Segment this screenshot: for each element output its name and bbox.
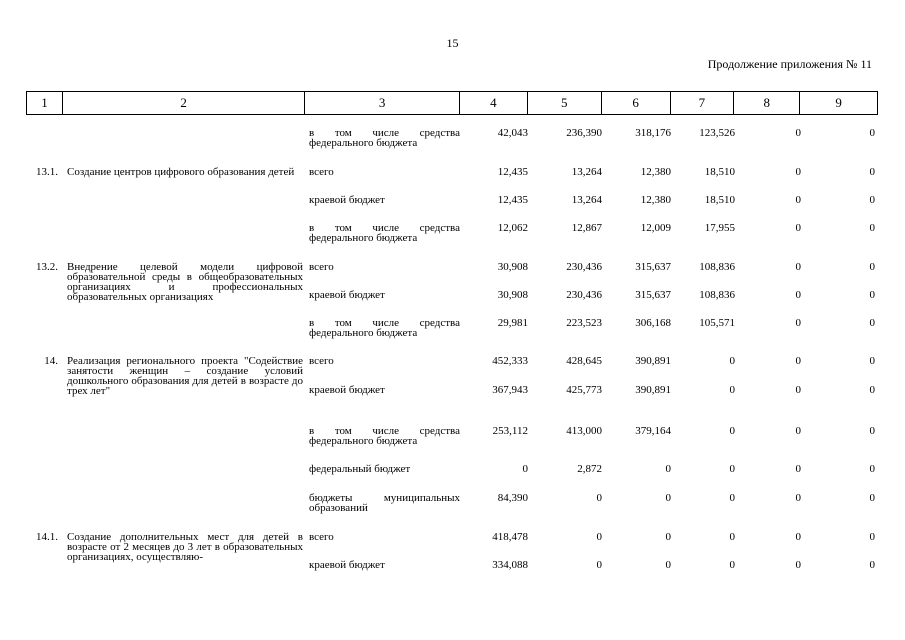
cell-col-7: 17,955 — [704, 222, 735, 234]
cell-col-4: 452,333 — [492, 355, 528, 367]
cell-col-9: 0 — [869, 194, 875, 206]
continuation-label: Продолжение приложения № 11 — [707, 57, 872, 71]
header-col-8: 8 — [734, 92, 800, 114]
cell-col-6: 0 — [665, 492, 671, 504]
cell-col-5: 0 — [596, 559, 602, 571]
cell-col-5: 2,872 — [577, 463, 602, 475]
cell-col-5: 425,773 — [566, 384, 602, 396]
page-number: 15 — [446, 36, 459, 50]
cell-col-4: 12,435 — [497, 194, 528, 206]
row-name: Внедрение целевой модели цифровой образовательной среды в общеобразовательных организациях и профессиональных образовательных организациях — [67, 261, 303, 303]
header-col-5: 5 — [528, 92, 602, 114]
cell-col-6: 306,168 — [635, 317, 671, 329]
table-header — [26, 91, 878, 115]
cell-col-6: 0 — [665, 559, 671, 571]
cell-col-5: 236,390 — [566, 127, 602, 139]
cell-col-4: 253,112 — [492, 425, 528, 437]
row-source: краевой бюджет — [309, 194, 385, 206]
cell-col-7: 18,510 — [704, 194, 735, 206]
cell-col-4: 334,088 — [492, 559, 528, 571]
cell-col-7: 105,571 — [699, 317, 735, 329]
cell-col-8: 0 — [795, 559, 801, 571]
header-col-1: 1 — [27, 92, 63, 114]
cell-col-5: 230,436 — [566, 289, 602, 301]
cell-col-7: 0 — [729, 531, 735, 543]
cell-col-7: 0 — [729, 559, 735, 571]
row-source: в том числе средства федерального бюджета — [309, 317, 460, 339]
cell-col-5: 230,436 — [566, 261, 602, 273]
cell-col-6: 315,637 — [635, 289, 671, 301]
cell-col-4: 12,062 — [497, 222, 528, 234]
cell-col-7: 108,836 — [699, 261, 735, 273]
cell-col-8: 0 — [795, 166, 801, 178]
cell-col-9: 0 — [869, 166, 875, 178]
cell-col-4: 42,043 — [497, 127, 528, 139]
cell-col-7: 0 — [729, 355, 735, 367]
cell-col-8: 0 — [795, 317, 801, 329]
cell-col-5: 0 — [596, 531, 602, 543]
row-source: в том числе средства федерального бюджета — [309, 127, 460, 149]
cell-col-4: 29,981 — [497, 317, 528, 329]
row-number: 13.1. — [36, 166, 58, 178]
row-source: в том числе средства федерального бюджета — [309, 425, 460, 447]
cell-col-6: 390,891 — [635, 355, 671, 367]
cell-col-7: 0 — [729, 384, 735, 396]
cell-col-4: 84,390 — [497, 492, 528, 504]
cell-col-7: 0 — [729, 463, 735, 475]
row-source: краевой бюджет — [309, 559, 385, 571]
cell-col-7: 0 — [729, 492, 735, 504]
cell-col-9: 0 — [869, 127, 875, 139]
row-name: Создание дополнительных мест для детей в возрасте от 2 месяцев до 3 лет в образовательных организациях, осуществляю- — [67, 531, 303, 563]
cell-col-9: 0 — [869, 463, 875, 475]
header-col-9: 9 — [835, 95, 842, 110]
row-source: федеральный бюджет — [309, 463, 411, 475]
cell-col-9: 0 — [869, 222, 875, 234]
row-number: 14.1. — [36, 531, 58, 543]
cell-col-4: 367,943 — [492, 384, 528, 396]
cell-col-6: 0 — [665, 463, 671, 475]
cell-col-8: 0 — [795, 222, 801, 234]
cell-col-8: 0 — [795, 127, 801, 139]
cell-col-8: 0 — [795, 261, 801, 273]
cell-col-9: 0 — [869, 492, 875, 504]
cell-col-4: 30,908 — [497, 261, 528, 273]
cell-col-4: 30,908 — [497, 289, 528, 301]
row-source: всего — [309, 531, 334, 543]
cell-col-5: 12,867 — [571, 222, 602, 234]
cell-col-6: 315,637 — [635, 261, 671, 273]
row-source: всего — [309, 166, 334, 178]
cell-col-8: 0 — [795, 355, 801, 367]
cell-col-5: 428,645 — [566, 355, 602, 367]
header-col-6: 6 — [602, 92, 671, 114]
cell-col-6: 318,176 — [635, 127, 671, 139]
cell-col-7: 123,526 — [699, 127, 735, 139]
cell-col-8: 0 — [795, 463, 801, 475]
cell-col-8: 0 — [795, 531, 801, 543]
header-col-4: 4 — [460, 92, 528, 114]
cell-col-8: 0 — [795, 492, 801, 504]
cell-col-8: 0 — [795, 425, 801, 437]
cell-col-8: 0 — [795, 194, 801, 206]
cell-col-7: 18,510 — [704, 166, 735, 178]
cell-col-6: 12,380 — [640, 166, 671, 178]
cell-col-4: 418,478 — [492, 531, 528, 543]
row-source: краевой бюджет — [309, 289, 385, 301]
cell-col-6: 12,009 — [640, 222, 671, 234]
cell-col-9: 0 — [869, 289, 875, 301]
cell-col-7: 0 — [729, 425, 735, 437]
cell-col-9: 0 — [869, 317, 875, 329]
cell-col-6: 379,164 — [635, 425, 671, 437]
header-col-2: 2 — [63, 92, 305, 114]
row-source: всего — [309, 261, 334, 273]
row-source: бюджеты муниципальных образований — [309, 492, 460, 514]
header-col-3: 3 — [305, 92, 460, 114]
cell-col-9: 0 — [869, 261, 875, 273]
cell-col-5: 0 — [596, 492, 602, 504]
cell-col-8: 0 — [795, 289, 801, 301]
row-source: в том числе средства федерального бюджета — [309, 222, 460, 244]
cell-col-9: 0 — [869, 425, 875, 437]
cell-col-9: 0 — [869, 559, 875, 571]
row-source: всего — [309, 355, 334, 367]
cell-col-6: 390,891 — [635, 384, 671, 396]
cell-col-8: 0 — [795, 384, 801, 396]
cell-col-9: 0 — [869, 531, 875, 543]
cell-col-4: 12,435 — [497, 166, 528, 178]
cell-col-7: 108,836 — [699, 289, 735, 301]
cell-col-5: 13,264 — [571, 166, 602, 178]
cell-col-5: 13,264 — [571, 194, 602, 206]
row-name: Реализация регионального проекта "Содействие занятости женщин – создание условий дошкольного образования для детей в возрасте до трех лет" — [67, 355, 303, 397]
cell-col-5: 223,523 — [566, 317, 602, 329]
row-name: Создание центров цифрового образования детей — [67, 166, 295, 178]
cell-col-9: 0 — [869, 384, 875, 396]
cell-col-6: 0 — [665, 531, 671, 543]
cell-col-9: 0 — [869, 355, 875, 367]
row-number: 13.2. — [36, 261, 58, 273]
row-number: 14. — [44, 355, 58, 367]
header-col-7: 7 — [671, 92, 735, 114]
cell-col-4: 0 — [522, 463, 528, 475]
cell-col-5: 413,000 — [566, 425, 602, 437]
cell-col-6: 12,380 — [640, 194, 671, 206]
row-source: краевой бюджет — [309, 384, 385, 396]
